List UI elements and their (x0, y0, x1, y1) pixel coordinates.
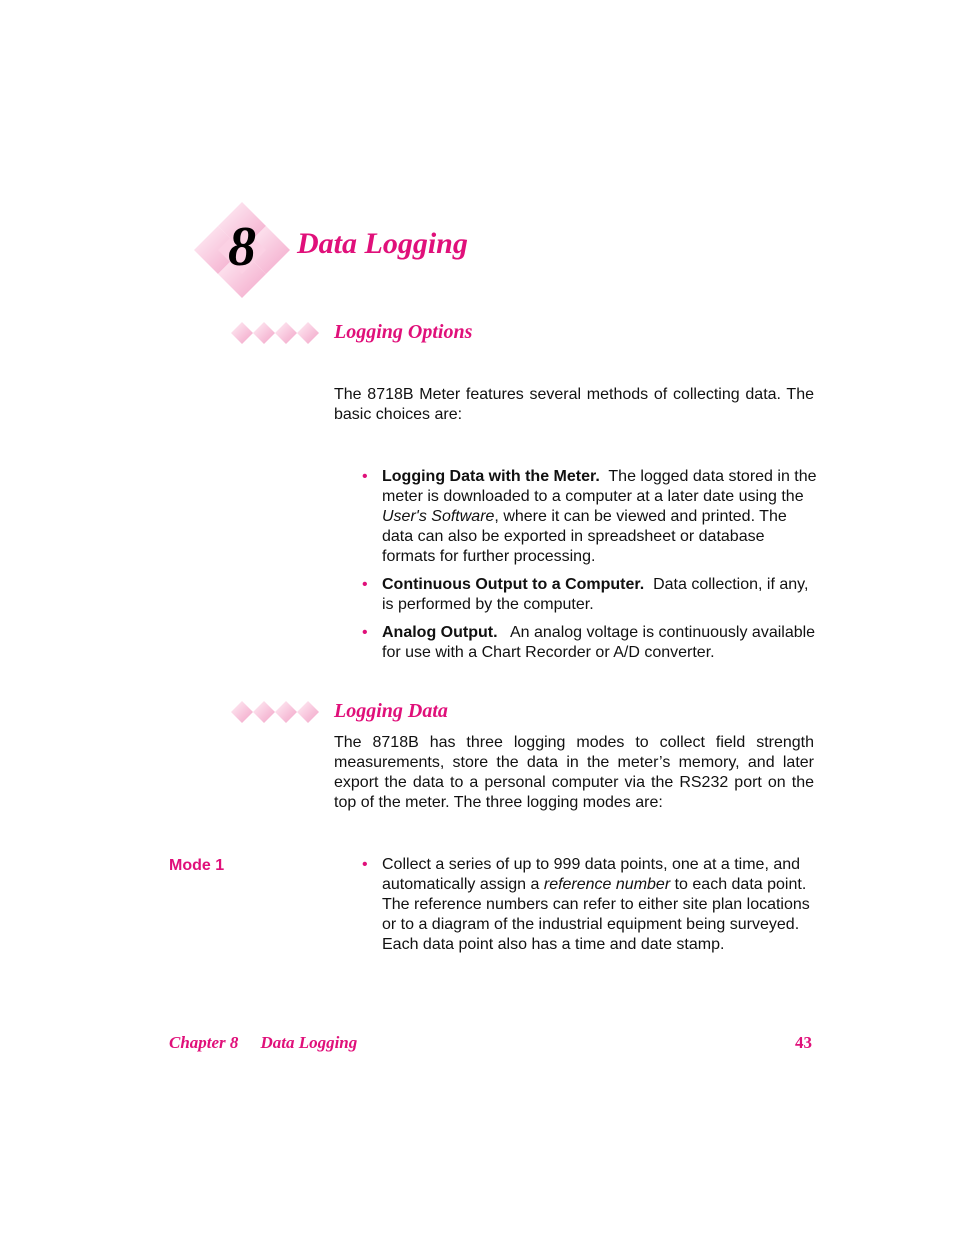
bullet-icon: • (362, 468, 368, 485)
section-title-logging-data: Logging Data (334, 700, 448, 722)
bullet-text: Data collection, if any, is performed by the computer. (382, 576, 809, 613)
bullet-emphasis: User's Software (382, 508, 495, 525)
bullet-text: The logged data stored in the meter is downloaded to a computer at a later date using the (382, 468, 817, 505)
bullet-text: Collect a series of up to 999 data points, one at a time, and automatically assign a (382, 856, 801, 893)
bullet-lead: Continuous Output to a Computer. (382, 576, 645, 593)
four-diamonds-icon (230, 321, 322, 345)
bullet-emphasis: reference number (543, 876, 671, 893)
bullet-text: , where it can be viewed and printed. The data can also be exported in spreadsheet or database formats for further processing. (382, 508, 787, 565)
bullet-lead: Analog Output. (382, 624, 498, 641)
footer-chapter (169, 1032, 357, 1054)
page-number: 43 (795, 1033, 812, 1052)
logging-data-intro: The 8718B has three logging modes to collect field strength measurements, store the data in the meter’s memory, and later export the data to a personal computer via the RS232 port on the top of the meter. The three logging modes are: (334, 734, 814, 811)
logging-modes-list (362, 855, 818, 963)
section-title-logging-options: Logging Options (334, 321, 473, 343)
bullet-icon: • (362, 576, 368, 593)
footer-chapter-title: Data Logging (260, 1033, 358, 1052)
footer-chapter-label: Chapter 8 (169, 1033, 239, 1052)
chapter-title: Data Logging (297, 227, 468, 260)
bullet-lead: Logging Data with the Meter. (382, 468, 600, 485)
list-item (362, 855, 818, 955)
bullet-text: to each data point. The reference numbers can refer to either site plan locations or to a diagram of the industrial equipment being surveyed. Each data point also has a time and date stamp. (382, 876, 810, 953)
four-diamonds-icon (230, 700, 322, 724)
chapter-number: 8 (228, 216, 256, 278)
list-item (362, 575, 818, 615)
bullet-text: An analog voltage is continuously available for use with a Chart Recorder or A/D converter. (382, 624, 816, 661)
list-item (362, 467, 818, 567)
logging-options-list (362, 467, 818, 671)
bullet-icon: • (362, 856, 368, 873)
bullet-icon: • (362, 624, 368, 641)
logging-options-intro: The 8718B Meter features several methods of collecting data. The basic choices are: (334, 386, 814, 423)
list-item (362, 623, 818, 663)
mode-label: Mode 1 (169, 857, 225, 874)
